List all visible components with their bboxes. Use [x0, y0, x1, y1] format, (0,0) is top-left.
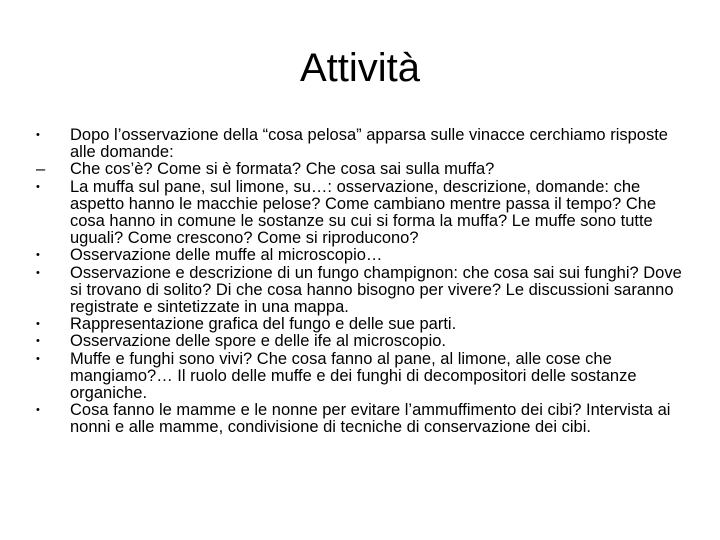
list-item: [36, 351, 686, 403]
bullet-icon: •: [36, 249, 40, 262]
sub-list-item: [36, 161, 686, 178]
list-item: [36, 402, 686, 436]
sub-list-item-text: Che cos’è? Come si è formata? Che cosa sai sulla muffa?: [70, 160, 495, 179]
bullet-icon: •: [36, 404, 40, 417]
bullet-icon: •: [36, 335, 40, 348]
bullet-list: [36, 127, 686, 437]
list-item: [36, 333, 686, 350]
list-item-text: Cosa fanno le mamme e le nonne per evitare l’ammuffimento dei cibi? Intervista ai nonni e alle mamme, condivisione di tecniche di conservazione dei cibi.: [70, 401, 671, 437]
list-item-text: Muffe e funghi sono vivi? Che cosa fanno al pane, al limone, alle cose che mangiamo?… Il ruolo delle muffe e dei funghi di decompositori delle sostanze organiche.: [70, 349, 637, 403]
list-item-text: La muffa sul pane, sul limone, su…: osservazione, descrizione, domande: che aspetto hanno le macchie pelose? Come cambiano mentre passa il tempo? Che cosa hanno in comune le sostanze su cui si forma la muffa? Le muffe sono tutte uguali? Come crescono? Come si riproducono?: [70, 177, 657, 248]
list-item: [36, 179, 686, 248]
bullet-icon: •: [36, 129, 40, 141]
list-item: [36, 316, 686, 333]
list-item: [36, 247, 686, 264]
bullet-icon: •: [36, 180, 40, 193]
list-item-text: Dopo l’osservazione della “cosa pelosa” apparsa sulle vinacce cerchiamo risposte alle domande:: [70, 126, 668, 162]
list-item-text: Osservazione delle muffe al microscopio…: [70, 246, 383, 265]
bullet-icon: •: [36, 352, 40, 365]
slide-title: Attività: [299, 46, 421, 90]
list-item: [36, 265, 686, 317]
bullet-icon: •: [36, 266, 40, 279]
list-item-text: Rappresentazione grafica del fungo e delle sue parti.: [70, 315, 457, 334]
list-item-text: Osservazione e descrizione di un fungo champignon: che cosa sai sui funghi? Dove si trovano di solito? Di che cosa hanno bisogno per vivere? Le discussioni saranno registrate e sintetizzate in una mappa.: [70, 263, 682, 317]
bullet-icon: •: [36, 318, 40, 331]
list-item: [36, 127, 686, 161]
list-item-text: Osservazione delle spore e delle ife al microscopio.: [70, 332, 447, 351]
dash-icon: –: [36, 160, 46, 179]
